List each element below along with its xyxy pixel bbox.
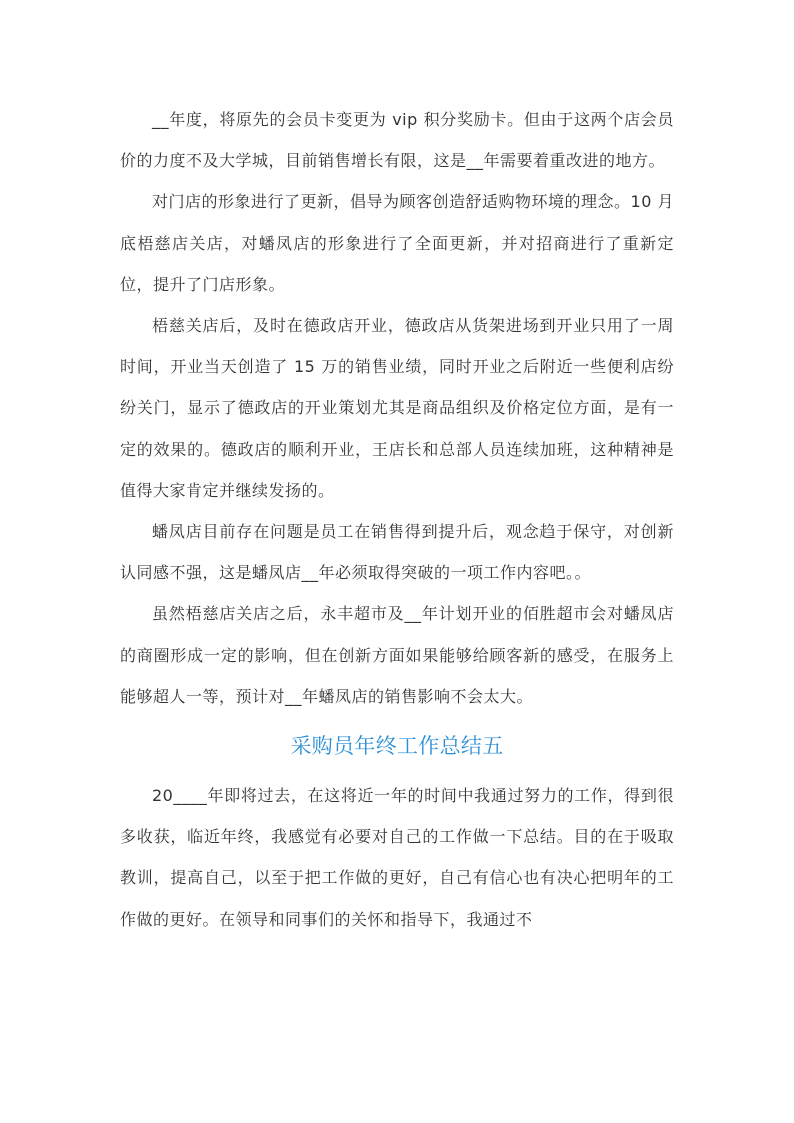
document-page (120, 99, 674, 940)
paragraph-dezheng-opening: 梧慈关店后，及时在德政店开业，德政店从货架进场到开业只用了一周时间，开业当天创造了 15 万的销售业绩，同时开业之后附近一些便利店纷纷关门，显示了德政店的开业策划尤其是商品组织及价格定位方面，是有一定的效果的。德政店的顺利开业，王店长和总部人员连续加班，这种精神是值得大家肯定并继续发扬的。 (120, 316, 674, 500)
paragraph-vip-card: __年度，将原先的会员卡变更为 vip 积分奖励卡。但由于这两个店会员价的力度不及大学城，目前销售增长有限，这是__年需要着重改进的地方。 (120, 110, 674, 171)
paragraph-panfeng-issues: 蟠凤店目前存在问题是员工在销售得到提升后，观念趋于保守，对创新认同感不强，这是蟠凤店__年必须取得突破的一项工作内容吧。。 (120, 522, 674, 583)
paragraph-year-summary: 20____年即将过去，在这将近一年的时间中我通过努力的工作，得到很多收获，临近年终，我感觉有必要对自己的工作做一下总结。目的在于吸取教训，提高自己，以至于把工作做的更好，自己有信心也有决心把明年的工作做的更好。在领导和同事们的关怀和指导下，我通过不 (120, 786, 674, 929)
paragraph-competition-outlook: 虽然梧慈店关店之后，永丰超市及__年计划开业的佰胜超市会对蟠凤店的商圈形成一定的影响，但在创新方面如果能够给顾客新的感受，在服务上能够超人一等，预计对__年蟠凤店的销售影响不会太大。 (120, 604, 674, 706)
paragraph-store-image: 对门店的形象进行了更新，倡导为顾客创造舒适购物环境的理念。10 月底梧慈店关店，对蟠凤店的形象进行了全面更新，并对招商进行了重新定位，提升了门店形象。 (120, 192, 674, 294)
section-heading: 采购员年终工作总结五 (290, 734, 504, 759)
